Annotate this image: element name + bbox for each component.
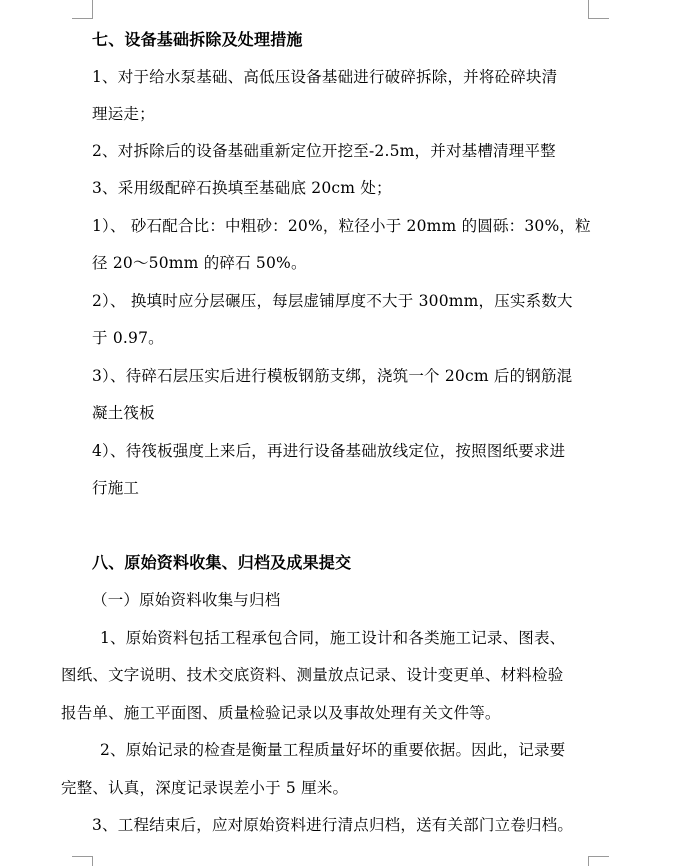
paragraph-line: 3、采用级配碎石换填至基础底 20cm 处； xyxy=(92,179,392,197)
paragraph-line: 1、原始资料包括工程承包合同，施工设计和各类施工记录、图表、 xyxy=(100,629,566,647)
paragraph-line: 2、原始记录的检查是衡量工程质量好坏的重要依据。因此，记录要 xyxy=(100,741,566,759)
section-subheading: （一）原始资料收集与归档 xyxy=(92,591,281,609)
paragraph-line: 报告单、施工平面图、质量检验记录以及事故处理有关文件等。 xyxy=(61,704,501,722)
paragraph-line: 凝土筏板 xyxy=(92,404,155,422)
paragraph-line: 1、对于给水泵基础、高低压设备基础进行破碎拆除，并将砼碎块清 xyxy=(92,68,558,86)
paragraph-line: 4）、待筏板强度上来后，再进行设备基础放线定位，按照图纸要求进 xyxy=(92,442,566,460)
paragraph-line: 完整、认真，深度记录误差小于 5 厘米。 xyxy=(61,779,349,797)
crop-mark-top-right xyxy=(588,0,609,19)
paragraph-line: 2、对拆除后的设备基础重新定位开挖至-2.5m，并对基槽清理平整 xyxy=(92,142,556,160)
paragraph-line: 3、工程结束后，应对原始资料进行清点归档，送有关部门立卷归档。 xyxy=(92,816,574,834)
crop-mark-top-left xyxy=(72,0,93,19)
section-heading-7: 七、设备基础拆除及处理措施 xyxy=(92,30,303,49)
paragraph-line: 3）、待碎石层压实后进行模板钢筋支绑，浇筑一个 20cm 后的钢筋混 xyxy=(92,367,573,385)
paragraph-line: 理运走； xyxy=(92,105,155,123)
paragraph-line: 于 0.97。 xyxy=(92,329,164,347)
paragraph-line: 图纸、文字说明、技术交底资料、测量放点记录、设计变更单、材料检验 xyxy=(61,666,564,684)
paragraph-line: 行施工 xyxy=(92,479,140,497)
paragraph-line: 径 20～50mm 的碎石 50%。 xyxy=(92,254,307,272)
paragraph-line: 2）、 换填时应分层碾压，每层虚铺厚度不大于 300mm，压实系数大 xyxy=(92,292,573,310)
paragraph-line: 1）、 砂石配合比：中粗砂：20%，粒径小于 20mm 的圆砾：30%，粒 xyxy=(92,217,591,235)
section-heading-8: 八、原始资料收集、归档及成果提交 xyxy=(92,553,352,572)
